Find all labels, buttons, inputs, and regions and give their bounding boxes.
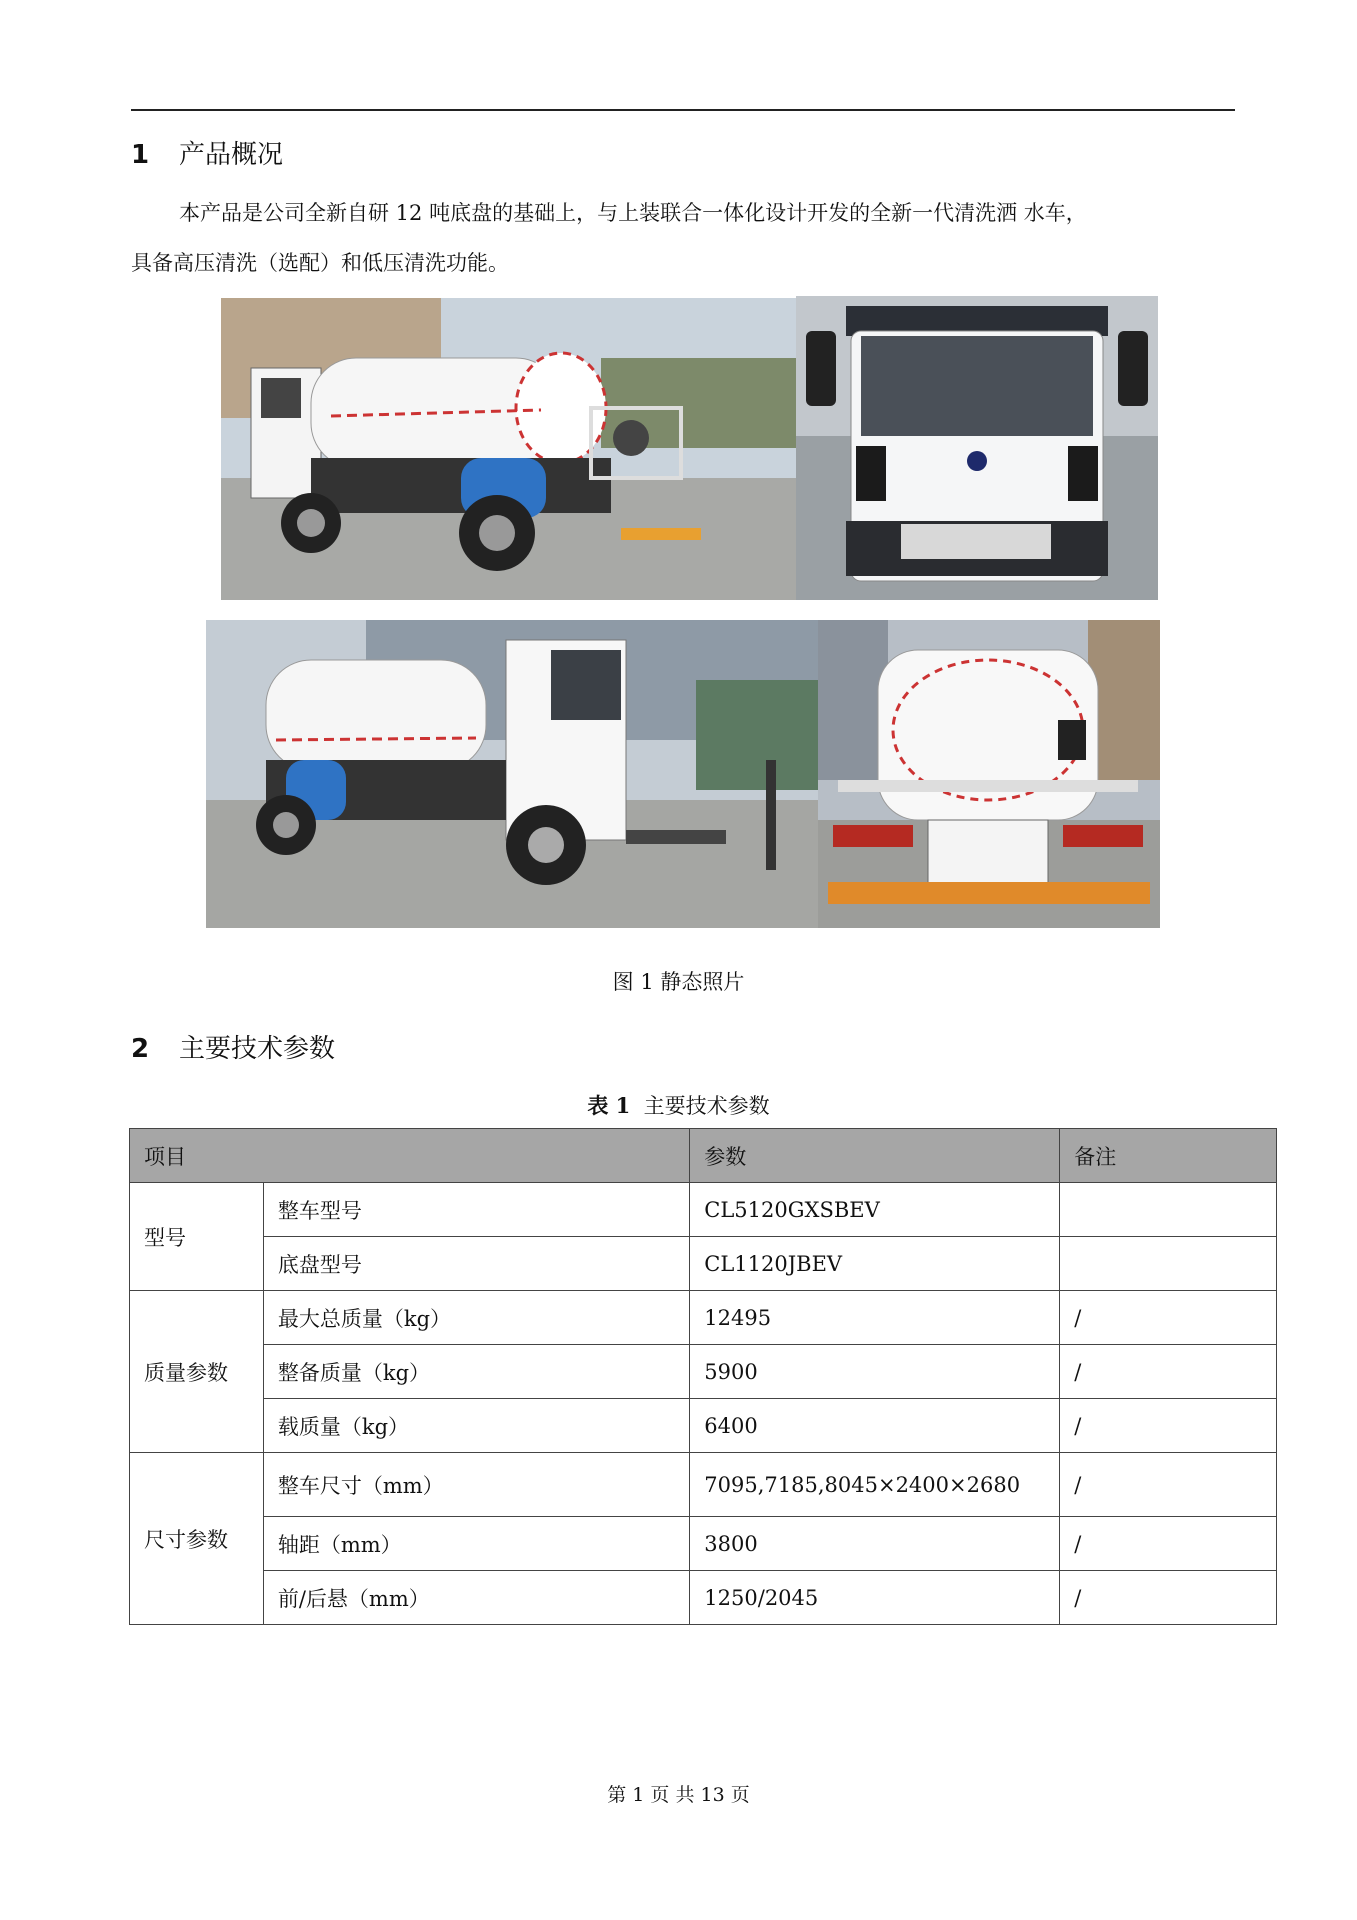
row-item: 整车型号: [263, 1183, 689, 1237]
row-value: 7095,7185,8045×2400×2680: [690, 1453, 1060, 1517]
photo-truck-rear: [818, 620, 1160, 928]
figure-caption: 图 1 静态照片: [612, 970, 745, 994]
table-row: [130, 1345, 1277, 1399]
table-caption-label: 表 1: [587, 1093, 631, 1118]
section-2-title: 主要技术参数: [179, 1034, 336, 1064]
row-item: 整备质量（kg）: [263, 1345, 689, 1399]
table-row: [130, 1399, 1277, 1453]
row-item: 底盘型号: [263, 1237, 689, 1291]
row-item: 整车尺寸（mm）: [263, 1453, 689, 1517]
row-note: /: [1060, 1571, 1277, 1625]
row-item: 前/后悬（mm）: [263, 1571, 689, 1625]
table-header-row: [130, 1129, 1277, 1183]
row-item: 最大总质量（kg）: [263, 1291, 689, 1345]
row-note: /: [1060, 1453, 1277, 1517]
table-row: [130, 1453, 1277, 1517]
photo-truck-front-right: [206, 620, 818, 928]
group-label: 尺寸参数: [130, 1453, 264, 1625]
row-note: /: [1060, 1291, 1277, 1345]
section-1-heading: [131, 134, 283, 171]
intro-line-1: 本产品是公司全新自研 12 吨底盘的基础上，与上装联合一体化设计开发的全新一代清洗洒 水车，: [179, 201, 1087, 225]
spec-table: [129, 1128, 1277, 1625]
group-label: 型号: [130, 1183, 264, 1291]
row-value: CL1120JBEV: [690, 1237, 1060, 1291]
section-2-heading: [131, 1028, 335, 1065]
row-value: 6400: [690, 1399, 1060, 1453]
table-row: [130, 1183, 1277, 1237]
row-item: 轴距（mm）: [263, 1517, 689, 1571]
row-note: /: [1060, 1517, 1277, 1571]
row-value: 3800: [690, 1517, 1060, 1571]
page-footer: 第 1 页 共 13 页: [607, 1784, 750, 1806]
row-item: 载质量（kg）: [263, 1399, 689, 1453]
section-2-number: 2: [131, 1034, 150, 1064]
header-value: 参数: [690, 1129, 1060, 1183]
row-value: CL5120GXSBEV: [690, 1183, 1060, 1237]
table-row: [130, 1237, 1277, 1291]
table-row: [130, 1517, 1277, 1571]
photo-truck-rear-left: [221, 298, 796, 600]
intro-line-2: 具备高压清洗（选配）和低压清洗功能。: [131, 251, 509, 275]
row-value: 1250/2045: [690, 1571, 1060, 1625]
group-label: 质量参数: [130, 1291, 264, 1453]
intro-paragraph: [131, 188, 1231, 288]
table-row: [130, 1571, 1277, 1625]
table-caption-text: 主要技术参数: [643, 1094, 770, 1118]
row-note: [1060, 1237, 1277, 1291]
header-rule: [131, 109, 1235, 111]
section-1-number: 1: [131, 140, 150, 170]
section-1-title: 产品概况: [179, 140, 284, 170]
row-value: 12495: [690, 1291, 1060, 1345]
table-row: [130, 1291, 1277, 1345]
table-caption: [0, 1090, 1357, 1120]
photo-truck-front: [796, 296, 1158, 600]
row-value: 5900: [690, 1345, 1060, 1399]
row-note: [1060, 1183, 1277, 1237]
row-note: /: [1060, 1345, 1277, 1399]
row-note: /: [1060, 1399, 1277, 1453]
header-item: 项目: [130, 1129, 690, 1183]
header-note: 备注: [1060, 1129, 1277, 1183]
